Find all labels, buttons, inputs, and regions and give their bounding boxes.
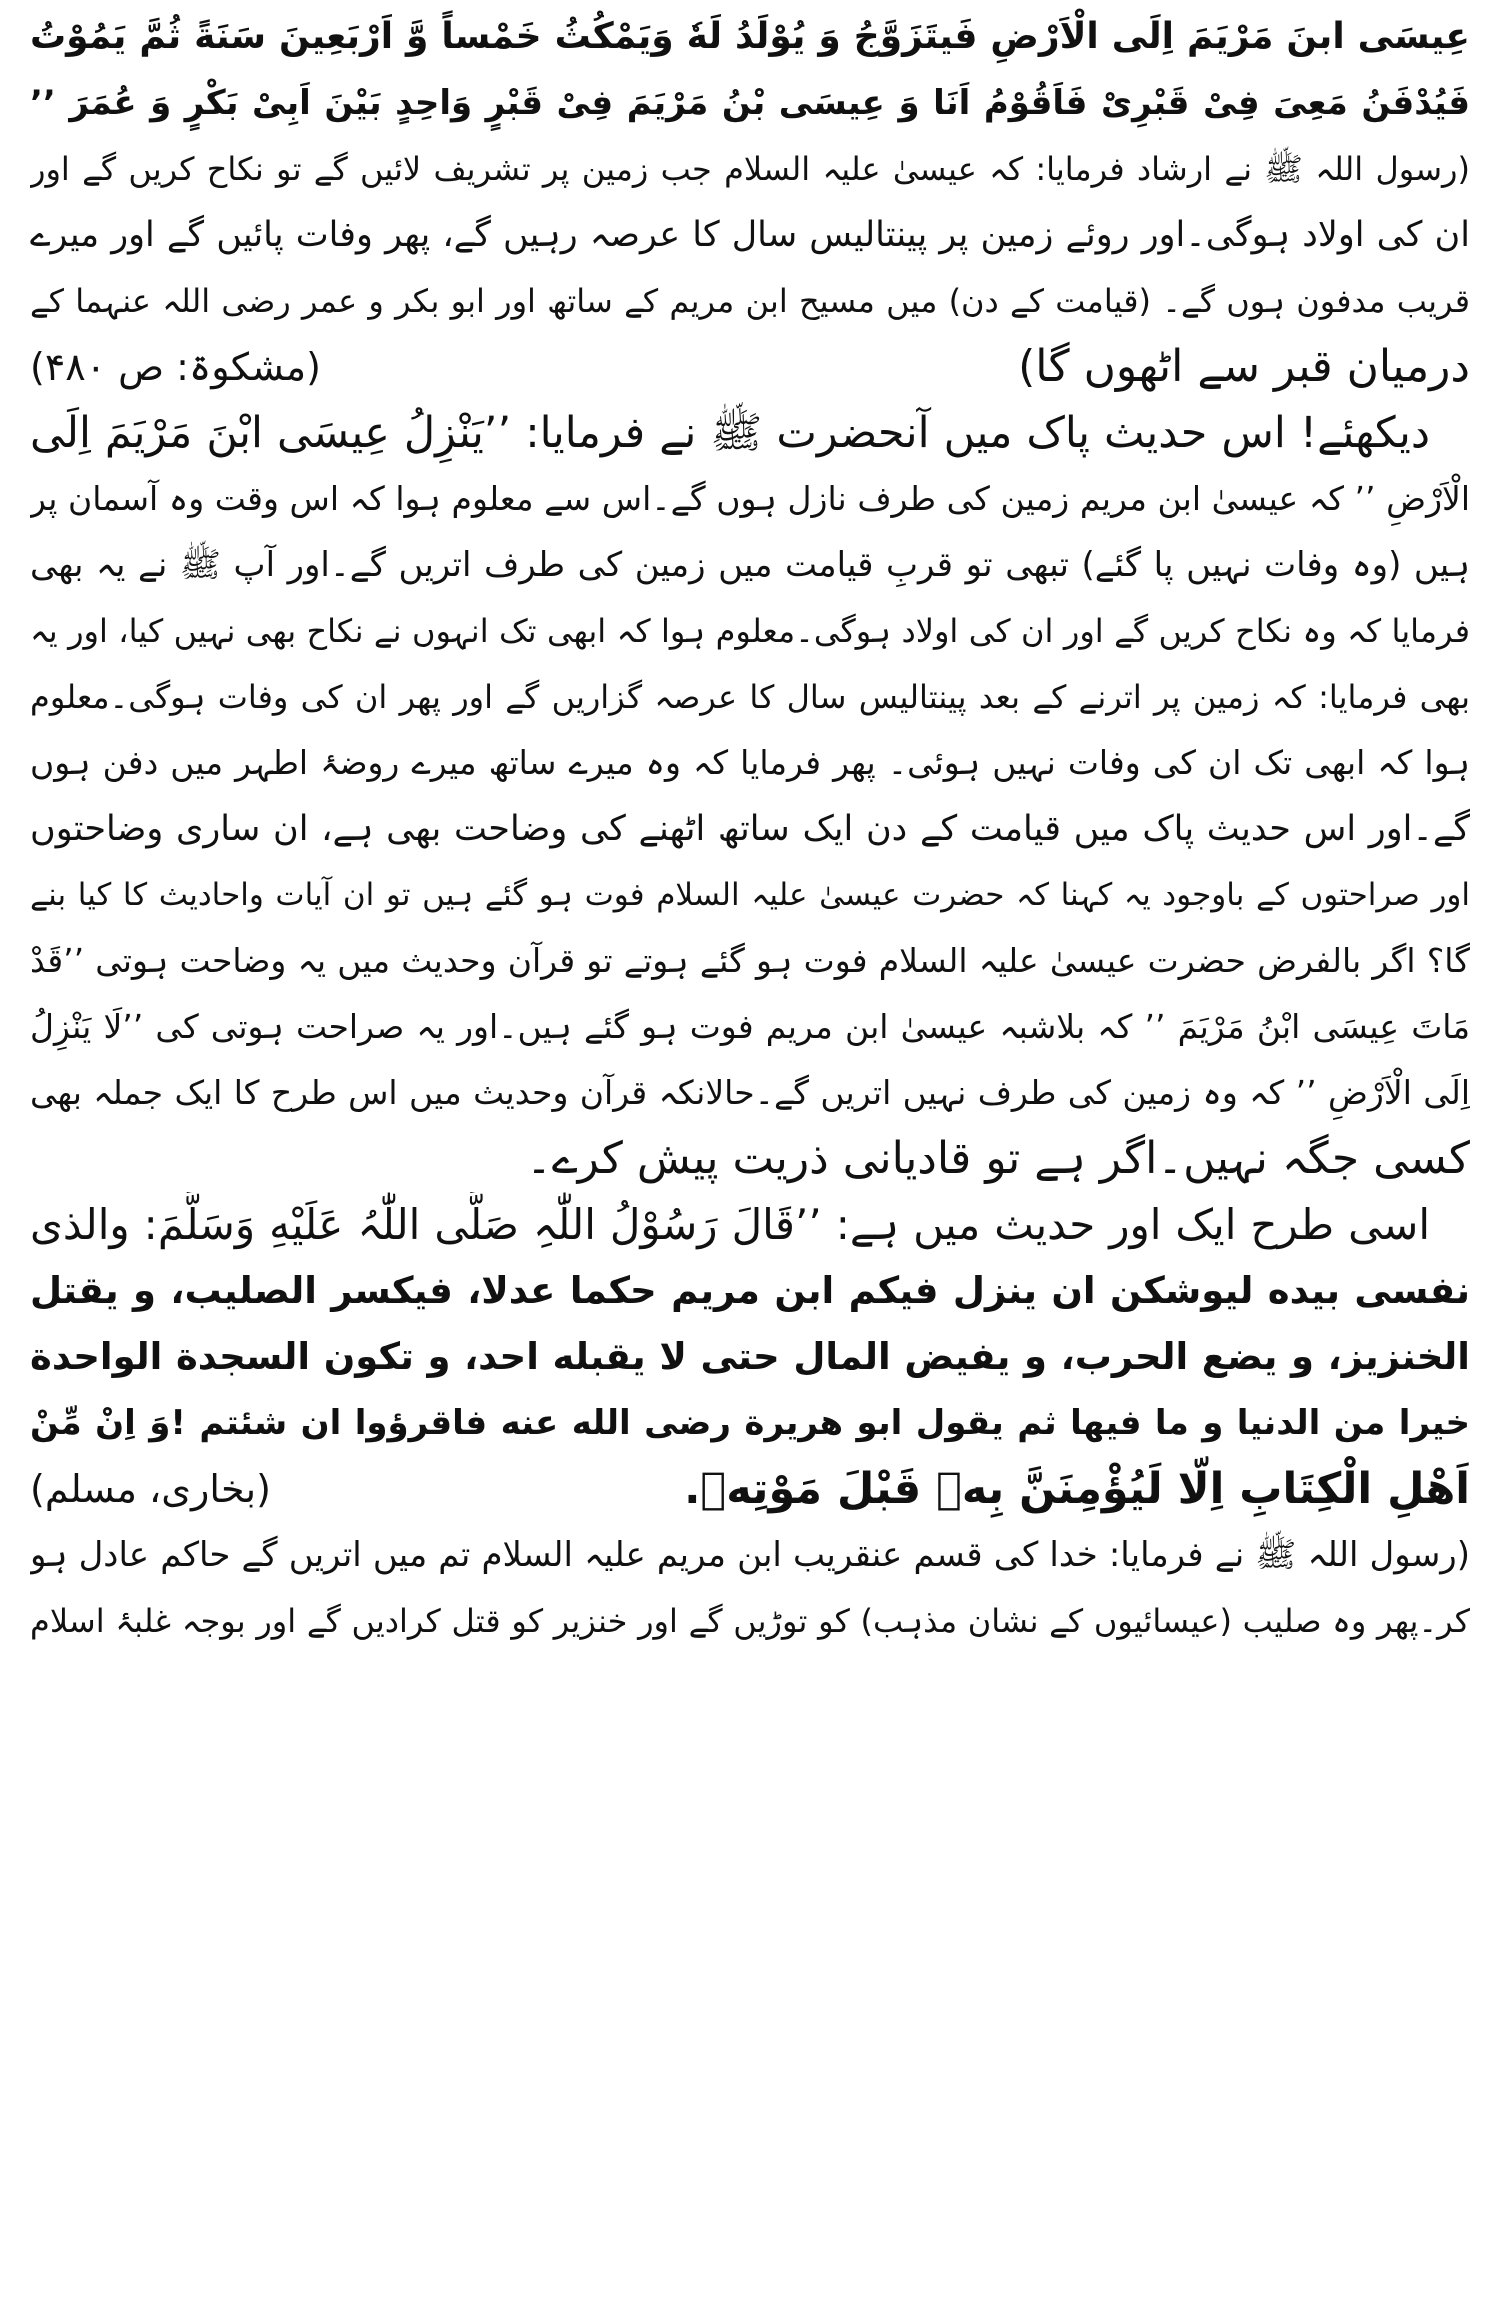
second-hadith-arabic-line-2: الخنزیز، و یضع الحرب، و یفیض المال حتی لا یقبله احد، و تکون السجدة الواحدة bbox=[30, 1335, 1470, 1378]
second-hadith-end-text: اَهْلِ الْکِتَابِ اِلَّا لَیُؤْمِنَنَّ بِهٖ قَبْلَ مَوْتِهٖ. bbox=[684, 1464, 1470, 1514]
translation-line-1: (رسول اللہ ﷺ نے ارشاد فرمایا: کہ عیسیٰ علیہ السلام جب زمین پر تشریف لائیں گے تو نکاح کریں گے اور bbox=[30, 150, 1470, 188]
commentary-line-2: الْاَرْضِ ’’ کہ عیسیٰ ابن مریم زمین کی طرف نازل ہوں گے۔اس سے معلوم ہوا کہ اس وقت وہ آسمان پر bbox=[30, 479, 1470, 518]
commentary-line-10: مَاتَ عِیسَی ابْنُ مَرْیَمَ ’’ کہ بلاشبہ عیسیٰ ابن مریم فوت ہو گئے ہیں۔اور یہ صراحت ہوتی کی ’’لَا یَنْزِلُ bbox=[30, 1007, 1470, 1046]
commentary-line-9: گا؟ اگر بالفرض حضرت عیسیٰ علیہ السلام فوت ہو گئے ہوتے تو قرآن وحدیث میں یہ وضاحت ہوتی ’’قَدْ bbox=[30, 941, 1470, 980]
hadith-arabic-line-1: عِیسَی ابنَ مَرْیَمَ اِلَی الْاَرْضِ فَیتَزَوَّجُ وَ یُوْلَدُ لَهٗ وَیَمْکُثُ خَمْساً وَّ اَرْبَعِینَ سَنَةً ثُمَّ یَمُوْتُ bbox=[30, 16, 1470, 57]
second-translation-line-1: (رسول اللہ ﷺ نے فرمایا: خدا کی قسم عنقریب ابن مریم علیہ السلام تم میں اتریں گے حاکم عادل ہو bbox=[30, 1535, 1470, 1575]
second-hadith-arabic-line-3: خیرا من الدنیا و ما فیها ثم یقول ابو هریرة رضی الله عنه فاقرؤوا ان شئتم !وَ اِنْ مِّنْ bbox=[30, 1403, 1470, 1443]
translation-line-4 bbox=[30, 334, 1470, 400]
commentary-line-1: دیکھئے! اس حدیث پاک میں آنحضرت ﷺ نے فرمایا: ’’یَنْزِلُ عِیسَی ابْنَ مَرْیَمَ اِلَی bbox=[30, 408, 1430, 458]
second-hadith-arabic-line-1: نفسی بیده لیوشکن ان ینزل فیکم ابن مریم حکما عدلا، فیکسر الصلیب، و یقتل bbox=[30, 1269, 1470, 1312]
commentary-line-12: کسی جگہ نہیں۔اگر ہے تو قادیانی ذریت پیش کرے۔ bbox=[526, 1133, 1470, 1184]
reference-mishkat: (مشکوۃ: ص ۴۸۰) bbox=[30, 345, 321, 389]
translation-line-2: ان کی اولاد ہوگی۔اور روئے زمین پر پینتالیس سال کا عرصہ رہیں گے، پھر وفات پائیں گے اور میرے bbox=[30, 215, 1470, 255]
commentary-line-6: ہوا کہ ابھی تک ان کی وفات نہیں ہوئی۔ پھر فرمایا کہ وہ میرے ساتھ میرے روضۂ اطہر میں دفن ہوں bbox=[30, 743, 1470, 782]
second-translation-line-2: کر۔پھر وہ صلیب (عیسائیوں کے نشان مذہب) کو توڑیں گے اور خنزیر کو قتل کرادیں گے اور بوجہ غلبۂ اسلام bbox=[30, 1602, 1470, 1640]
commentary-line-11: اِلَی الْاَرْضِ ’’ کہ وہ زمین کی طرف نہیں اتریں گے۔حالانکہ قرآن وحدیث میں اس طرح کا ایک جملہ بھی bbox=[30, 1073, 1470, 1112]
commentary-line-7: گے۔اور اس حدیث پاک میں قیامت کے دن ایک ساتھ اٹھنے کی وضاحت بھی ہے، ان ساری وضاحتوں bbox=[30, 809, 1470, 849]
second-hadith-intro: اسی طرح ایک اور حدیث میں ہے: ’’قَالَ رَسُوْلُ اللّٰہِ صَلَّی اللّٰہُ عَلَیْهِ وَسَلَّمَ: والذی bbox=[30, 1200, 1430, 1249]
reference-bukhari-muslim: (بخاری، مسلم) bbox=[30, 1467, 271, 1511]
commentary-line-4: فرمایا کہ وہ نکاح کریں گے اور ان کی اولاد ہوگی۔معلوم ہوا کہ ابھی تک انہوں نے نکاح بھی نہیں کیا، اور یہ bbox=[30, 612, 1470, 650]
translation-end-text: درمیان قبر سے اٹھوں گا) bbox=[1018, 341, 1470, 392]
commentary-line-3: ہیں (وہ وفات نہیں پا گئے) تبھی تو قربِ قیامت میں زمین کی طرف اتریں گے۔اور آپ ﷺ نے یہ بھی bbox=[30, 545, 1470, 585]
translation-line-3: قریب مدفون ہوں گے۔ (قیامت کے دن) میں مسیح ابن مریم کے ساتھ اور ابو بکر و عمر رضی اللہ عنہما کے bbox=[30, 282, 1470, 320]
second-hadith-arabic-line-4 bbox=[30, 1456, 1470, 1522]
commentary-line-8: اور صراحتوں کے باوجود یہ کہنا کہ حضرت عیسیٰ علیہ السلام فوت ہو گئے ہیں تو ان آیات واحادیث کا کیا بنے bbox=[30, 877, 1470, 913]
commentary-line-5: بھی فرمایا: کہ زمین پر اترنے کے بعد پینتالیس سال کا عرصہ گزاریں گے اور پھر ان کی وفات ہوگی۔معلوم bbox=[30, 678, 1470, 716]
hadith-arabic-line-2: فَیُدْفَنُ مَعِیَ فِیْ قَبْرِیْ فَاَقُوْمُ اَنَا وَ عِیسَی بْنُ مَرْیَمَ فِیْ قَبْرٍ وَاحِدٍ بَیْنَ اَبِیْ بَکْرٍ وَ عُمَرَ ’’ bbox=[30, 83, 1470, 123]
